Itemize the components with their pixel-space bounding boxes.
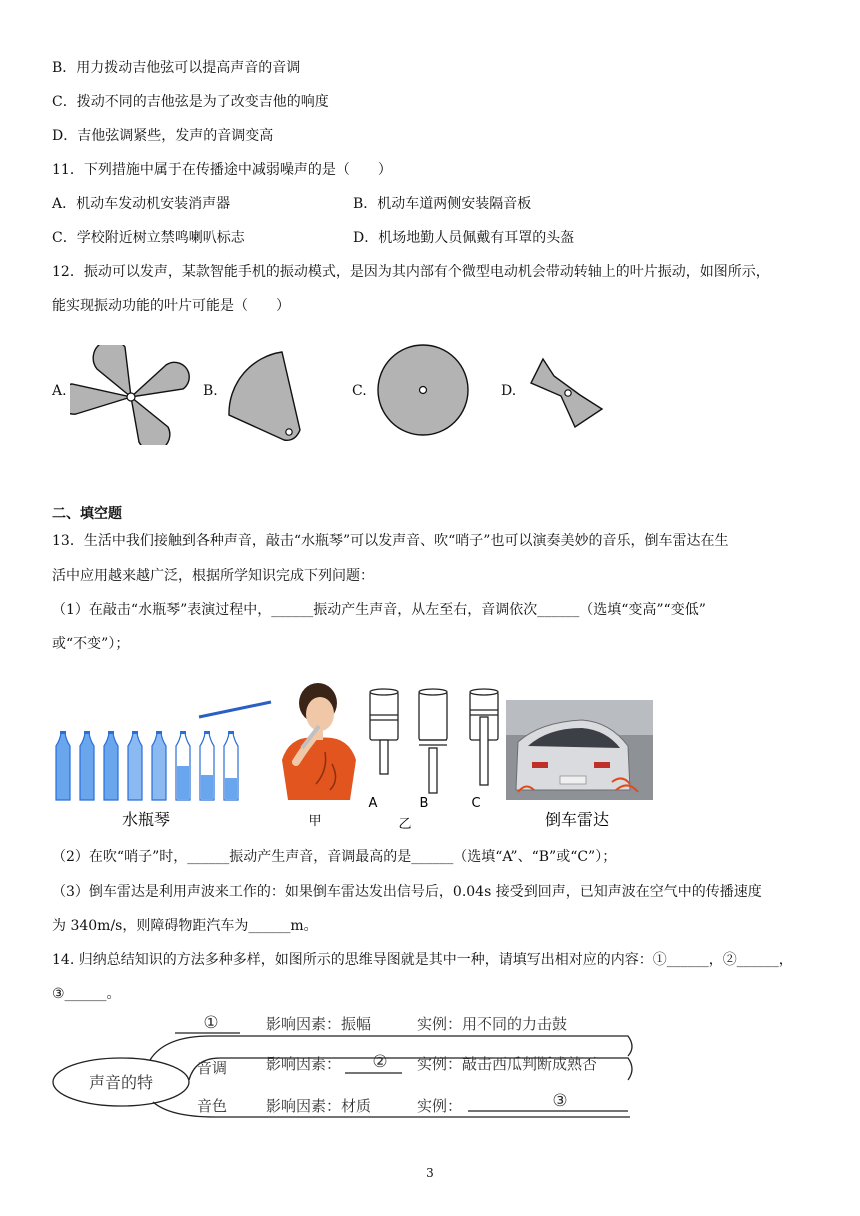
q13-figure (50, 680, 660, 835)
mindmap-row3-name: 音色 (197, 1097, 228, 1115)
q13-part1-line2: 或“不变”）； (52, 636, 130, 652)
blade-a-bottom (131, 397, 170, 445)
mindmap-blank-3-mark: ③ (552, 1091, 568, 1111)
q13-part1-line1: （1）在敲击“水瓶琴”表演过程中，______振动产生声音，从左至右，音调依次______（选填“变高”“变低” (52, 602, 706, 618)
blade-a-top (93, 345, 131, 397)
q10-option-d: D．吉他弦调紧些，发声的音调变高 (52, 128, 274, 144)
blade-d-axle (565, 390, 571, 396)
q13-stem-line2: 活中应用越来越广泛，根据所学知识完成下列问题： (52, 568, 374, 584)
q14-stem-line1: 14. 归纳总结知识的方法多种多样，如图所示的思维导图就是其中一种，请填写出相对应的内容：①______，②______， (52, 952, 793, 968)
q12-stem-line1: 12．振动可以发声，某款智能手机的振动模式，是因为其内部有个微型电动机会带动转轴上的叶片振动，如图所示， (52, 264, 770, 280)
whistle-label-b: B (419, 796, 429, 811)
q13-part3-line1: （3）倒车雷达是利用声波来工作的：如果倒车雷达发出信号后，0.04s 接受到回声，已知声波在空气中的传播速度 (52, 884, 762, 900)
q14-stem-line2: ③______。 (52, 986, 121, 1002)
mindmap-row2-factor: 影响因素： (266, 1055, 342, 1073)
q10-option-b: B．用力拨动吉他弦可以提高声音的音调 (52, 60, 301, 76)
q12-option-d-label: D. (501, 383, 517, 399)
q11-option-b: B．机动车道两侧安装隔音板 (353, 196, 532, 212)
q13-part2: （2）在吹“哨子”时，______振动产生声音，音调最高的是______（选填“A”、“B”或“C”）； (52, 849, 617, 865)
blade-c-axle (420, 387, 427, 394)
mindmap-blank-2-mark: ② (372, 1052, 388, 1072)
q11-option-a: A．机动车发动机安装消声器 (52, 196, 231, 212)
mindmap-row3-factor: 影响因素：材质 (266, 1097, 372, 1115)
mindmap-blank-1-mark: ① (203, 1013, 219, 1033)
section-heading-fill-in: 二、填空题 (52, 506, 122, 522)
blade-b-axle (286, 429, 292, 435)
water-bottles (56, 731, 238, 800)
q12-option-a-label: A. (52, 383, 67, 399)
blade-a-figure (70, 345, 190, 445)
mindmap-row1-factor: 影响因素：振幅 (266, 1015, 372, 1033)
mindmap-row2-example: 实例：敲击西瓜判断成熟否 (417, 1055, 598, 1073)
label-yi: 乙 (398, 817, 412, 832)
mindmap-row3-example: 实例： (417, 1097, 463, 1115)
q12-stem-line2: 能实现振动功能的叶片可能是（ ） (52, 298, 290, 314)
q11-option-d: D．机场地勤人员佩戴有耳罩的头盔 (353, 230, 575, 246)
q12-option-c-label: C. (352, 383, 367, 399)
whistle-label-a: A (368, 796, 378, 811)
whistle-label-c: C (471, 796, 481, 811)
q13-part3-line2: 为 340m/s，则障碍物距汽车为______m。 (52, 918, 318, 934)
q12-option-b-label: B. (203, 383, 218, 399)
blade-c-figure (375, 343, 471, 439)
blade-a-right (131, 362, 189, 397)
q13-stem-line1: 13．生活中我们接触到各种声音，敲击“水瓶琴”可以发声音、吹“哨子”也可以演奏美妙的音乐，倒车雷达在生 (52, 533, 729, 549)
whistles (370, 689, 498, 793)
q11-stem: 11．下列措施中属于在传播途中减弱噪声的是（ ） (52, 162, 392, 178)
mindmap-row1-example: 实例：用不同的力击鼓 (417, 1015, 568, 1033)
blade-b-figure (222, 345, 322, 445)
reversing-radar-photo (506, 700, 653, 800)
girl-with-whistle (282, 683, 356, 800)
mindmap-row2-name: 音调 (197, 1059, 228, 1077)
q11-option-c: C．学校附近树立禁鸣喇叭标志 (52, 230, 245, 246)
label-jia: 甲 (308, 814, 322, 829)
blade-a-axle (127, 393, 135, 401)
q10-option-c: C．拨动不同的吉他弦是为了改变吉他的响度 (52, 94, 329, 110)
mallet (199, 702, 271, 717)
page-number: 3 (426, 1166, 434, 1180)
mindmap-center-text: 声音的特 (88, 1073, 154, 1092)
bottles-caption: 水瓶琴 (121, 810, 171, 829)
radar-caption: 倒车雷达 (544, 810, 610, 829)
blade-d-figure (525, 350, 610, 435)
mindmap-figure (50, 1005, 640, 1130)
